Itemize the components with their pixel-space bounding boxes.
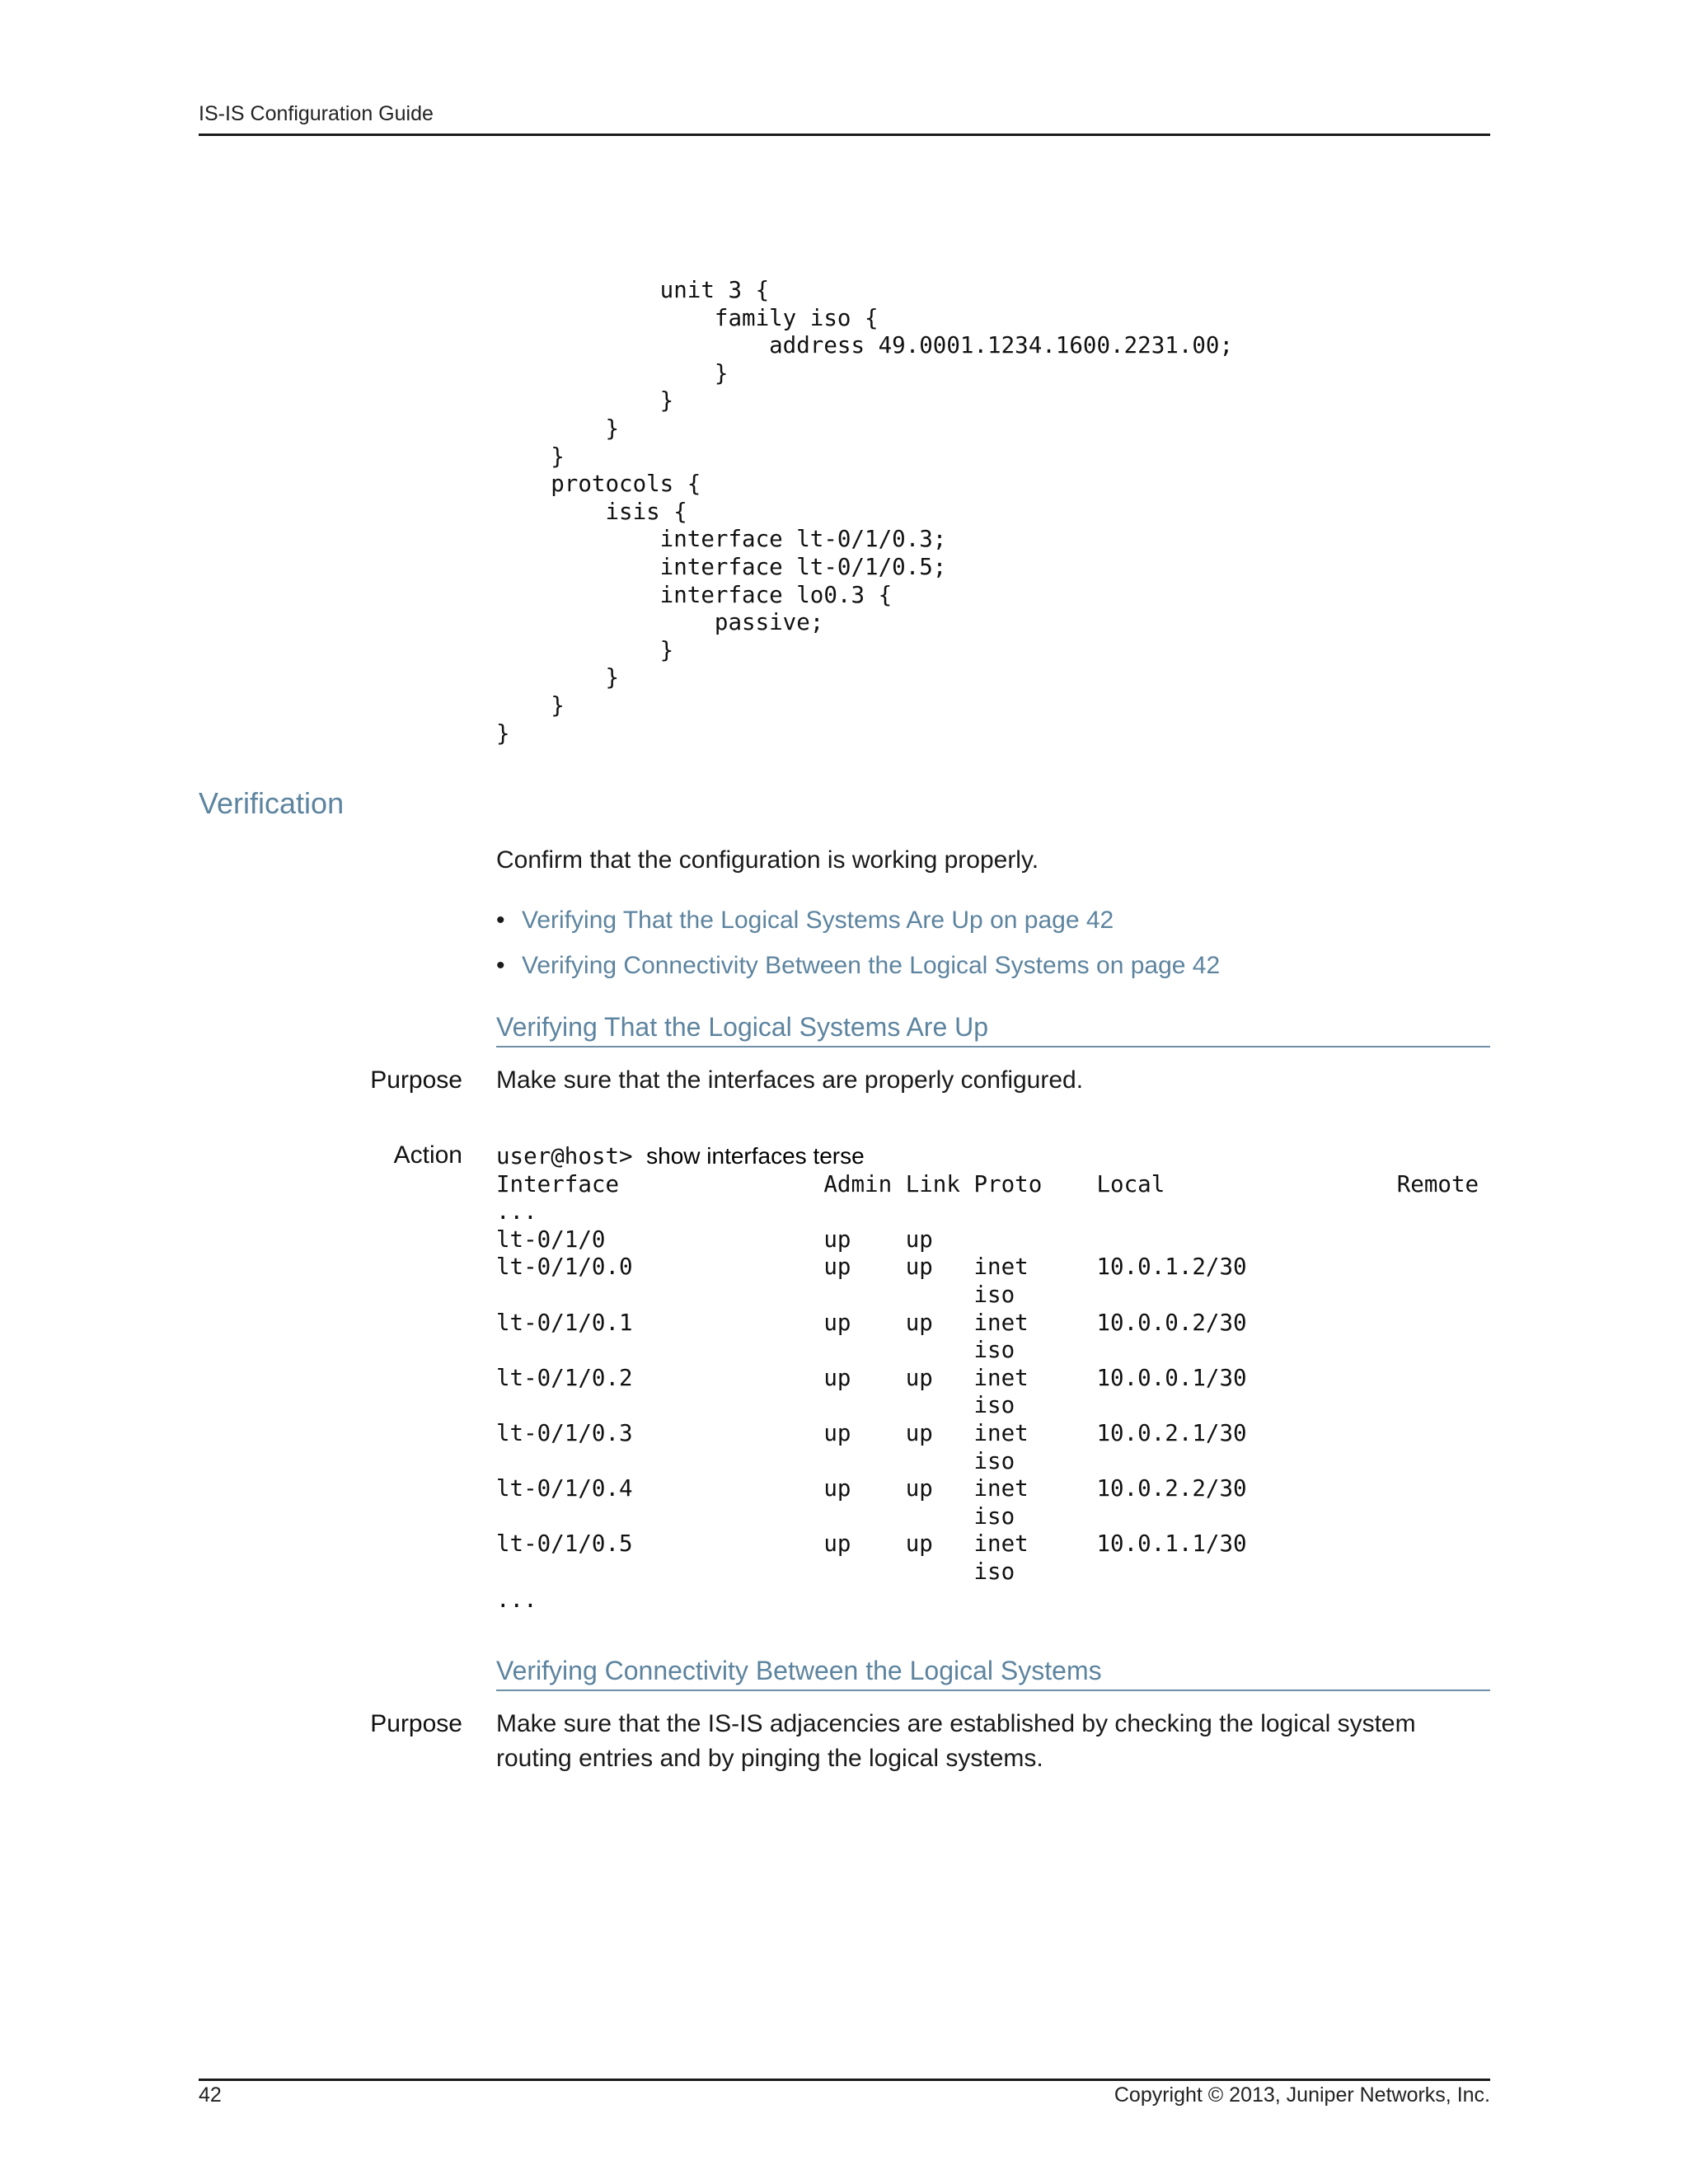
- purpose-text: Make sure that the IS-IS adjacencies are established by checking the logical system routing entries and by pinging the logical systems.: [496, 1710, 1416, 1772]
- toc-link-logical-systems-up[interactable]: Verifying That the Logical Systems Are Up on page 42: [522, 907, 1114, 934]
- page-number: 42: [199, 2083, 222, 2107]
- cli-command: show interfaces terse: [646, 1143, 865, 1169]
- running-header-title: IS-IS Configuration Guide: [199, 102, 434, 125]
- toc-item: [496, 949, 1220, 983]
- verification-intro: Confirm that the configuration is working properly.: [496, 846, 1039, 874]
- verification-heading: Verification: [199, 786, 345, 820]
- copyright-notice: Copyright © 2013, Juniper Networks, Inc.: [1114, 2083, 1490, 2107]
- bullet-icon: •: [496, 952, 505, 979]
- verification-toc: [496, 903, 1220, 994]
- cli-prompt: user@host>: [496, 1143, 633, 1169]
- purpose-text: Make sure that the interfaces are properly configured.: [496, 1066, 1084, 1094]
- purpose-label: Purpose: [370, 1066, 462, 1094]
- cli-command-line: [496, 1142, 1479, 1171]
- action-cli-block: [496, 1142, 1479, 1614]
- cli-output: Interface Admin Link Proto Local Remote ... lt-0/1/0 up up lt-0/1/0.0 up up inet 10.0.1.2/30 iso lt-0/1/0.1 up up inet 10.0.0.2/30 iso lt-0/1/0.2 up up inet 10.0.0.1/30 iso lt-0/1/0.3 up up inet 10.0.2.1/30 iso lt-0/1/0.4 up up inet 10.0.2.2/30 iso lt-0/1/0.5 up up inet 10.0.1.1/30 iso ...: [496, 1170, 1479, 1613]
- toc-link-connectivity[interactable]: Verifying Connectivity Between the Logical Systems on page 42: [522, 952, 1221, 979]
- toc-item: [496, 903, 1220, 938]
- subsection-heading-connectivity: Verifying Connectivity Between the Logical Systems: [496, 1655, 1490, 1691]
- purpose-label: Purpose: [370, 1710, 462, 1737]
- footer-divider: [199, 2079, 1490, 2081]
- bullet-icon: •: [496, 907, 505, 934]
- header-divider: [199, 134, 1490, 136]
- config-code-listing: unit 3 { family iso { address 49.0001.1234.1600.2231.00; } } } } protocols { isis { interface lt-0/1/0.3; interface lt-0/1/0.5; interface lo0.3 { passive; } } } }: [496, 277, 1234, 747]
- action-label: Action: [393, 1141, 462, 1169]
- subsection-heading-logical-systems-up: Verifying That the Logical Systems Are Up: [496, 1011, 1490, 1047]
